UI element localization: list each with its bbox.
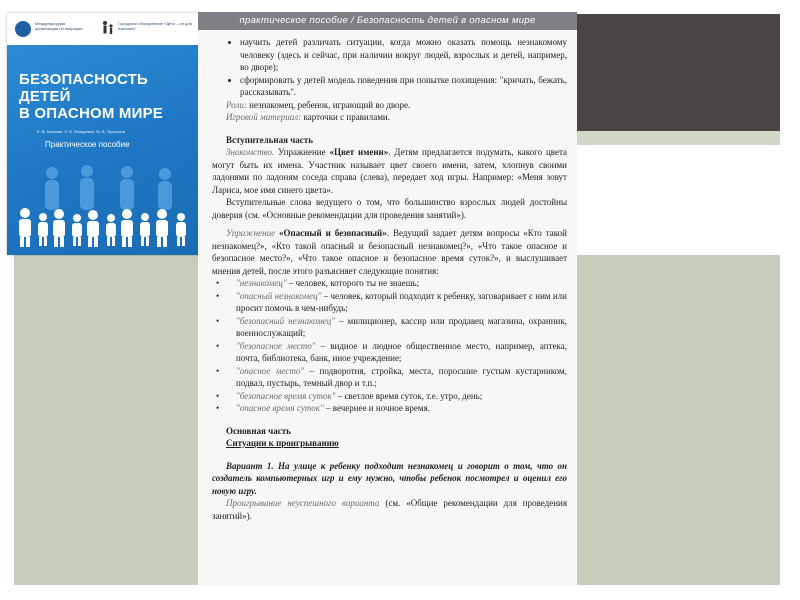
goal-item: • сформировать у детей модель поведения при попытке похищения: "кричать, бежать, рассказывать". [240,74,567,99]
main-heading: Основная часть [226,425,291,436]
definition-term: "опасное место" [236,365,305,376]
intro-heading: Вступительная часть [226,134,313,145]
definition-item [236,390,567,403]
intro-p3-exercise: «Опасный и безопасный» [275,228,387,238]
page-body [212,36,567,522]
intro-paragraph-1 [212,146,567,196]
definition-item [236,315,567,340]
intro-paragraph-2: Вступительные слова ведущего о том, что большинство взрослых людей достойны доверия (см. «Основные рекомендации для проведения занятий»). [212,197,567,220]
definition-term: "безопасный незнакомец" [236,315,335,326]
roles-label: Роли: [226,99,247,110]
page-header: практическое пособие / Безопасность детей в опасном мире [198,12,577,30]
cover-authors: Е. В. Козлова, Л. И. Мазуренко, М. В. Прохоров [37,129,125,134]
material-text: карточки с правилами. [301,112,390,122]
goals-list [212,36,567,99]
definition-item [236,277,567,290]
material-line [212,111,567,124]
intro-paragraph-3 [212,227,567,277]
definition-term: "безопасное место" [236,340,316,351]
closing-text: (см. «Общие рекомендации для проведения занятий»). [212,498,567,521]
definition-term: "незнакомец" [236,278,287,288]
goal-item: • научить детей различать ситуации, когда можно оказать помощь незнакомому человеку (здесь и сейчас, при наличии вокруг людей, взрослых и детей, например, во дворе); [240,36,567,74]
intro-p1-exercise: «Цвет имени» [329,147,389,157]
dark-accent-box [577,14,780,131]
sage-accent-strip [577,131,780,145]
definition-text: – милиционер, кассир или продавец магазина, охранник, военнослужащий; [236,315,567,338]
book-cover [7,13,200,255]
definition-item [236,365,567,390]
family-logo-icon [102,20,114,38]
document-page [198,12,577,585]
definition-text: – подворотня, стройка, места, поросшие густым кустарником, подвал, пустырь, темный двор и т.п.; [236,365,567,388]
definition-term: "опасное время суток" [236,403,324,413]
main-subheading: Ситуации к проигрыванию [226,438,339,448]
definition-item [236,340,567,365]
iom-logo-icon [15,21,31,37]
cover-title: БЕЗОПАСНОСТЬ ДЕТЕЙ В ОПАСНОМ МИРЕ [19,71,163,122]
org-left-text: Международная организация по миграции [35,21,83,31]
definition-text: – вечернее и ночное время. [323,403,430,413]
cover-subtitle: Практическое пособие [45,140,130,149]
org-right-text: Городское объединение «Дети – не для насилия» [118,21,192,31]
definition-text: – человек, которого ты не знаешь; [286,278,420,288]
intro-p1-text: Упражнение [274,147,330,157]
cover-logo-bar [7,13,200,45]
definition-term: "опасный незнакомец" [236,290,322,301]
definition-item [236,402,567,415]
definition-term: "безопасное время суток" [236,390,336,401]
cover-illustration [7,161,200,255]
definition-item [236,290,567,315]
intro-p3-rest: . Ведущий задает детям вопросы «Кто такой незнакомец?», «Кто такой опасный и безопасный незнакомец?», «Что такое опасное и безопасное место?», «Что такое опасное и безопасное время суток?», и выслушивает мнения детей, после этого разъясняет следующие понятия: [212,228,567,276]
closing-label: Проигрывание неуспешного варианта [226,498,380,508]
roles-text: незнакомец, ребенок, играющий во дворе. [246,99,411,110]
intro-p1-rest: . Детям предлагается подумать, какого цвета могут быть их имена. Участник называет цвет своего имени, затем, хлопнув своими ладонями по ладоням соседа справа (слева), передает ход игры. Например: «Меня зовут Лариса, мое имя синего цвета». [212,147,567,195]
definition-text: – светлое время суток, т.е. утро, день; [335,390,483,401]
intro-p3-label: Упражнение [226,228,276,238]
roles-line [212,99,567,112]
closing-paragraph [212,497,567,522]
material-label: Игровой материал: [226,112,302,122]
definitions-list [212,277,567,415]
variant-1: Вариант 1. На улице к ребенку подходит незнакомец и говорит о том, что он создатель компьютерных игр и ему нужно, чтобы ребенок посмотрел и оценил его новую игру. [212,460,567,496]
definition-text: – человек, который подходит к ребенку, заговаривает с ним или просит помочь в чем-нибудь; [236,290,567,313]
intro-p1-label: Знакомство. [226,147,275,157]
definition-text: – видное и людное общественное место, например, аптека, почта, библиотека, банк, иное учреждение; [236,340,567,363]
